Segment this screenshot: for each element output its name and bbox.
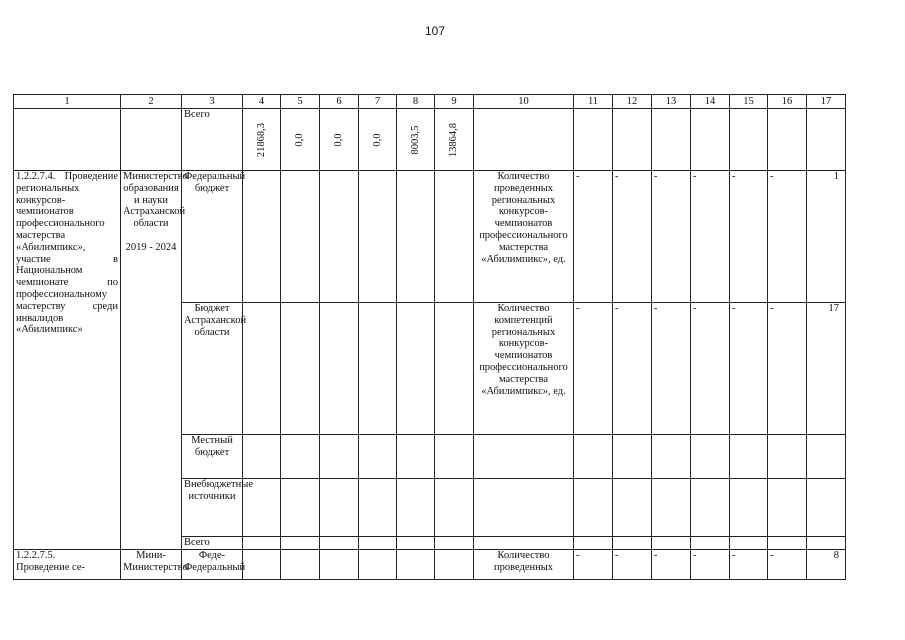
total-value-cell (397, 109, 435, 171)
year-cell: - (652, 171, 691, 303)
total-value: 0,0 (294, 132, 306, 147)
empty-cell (435, 435, 474, 479)
empty-cell (359, 171, 397, 303)
empty-cell (397, 171, 435, 303)
header-cell: 1 (14, 95, 121, 109)
empty-cell (397, 537, 435, 550)
year-cell: - (768, 303, 807, 435)
total-label: Всего (182, 109, 243, 171)
empty-cell (435, 303, 474, 435)
total-value-cell (281, 109, 320, 171)
total-value: 21868,3 (255, 122, 267, 157)
empty-cell (474, 479, 574, 537)
executor-5: Мини- Министерство (121, 550, 182, 580)
total-value: 0,0 (371, 132, 383, 147)
empty-cell (613, 479, 652, 537)
year-cell: - (691, 550, 730, 580)
empty-cell (320, 171, 359, 303)
total-value-cell (435, 109, 474, 171)
empty-cell (574, 479, 613, 537)
empty-cell (730, 109, 768, 171)
empty-cell (435, 537, 474, 550)
empty-cell (613, 537, 652, 550)
year-cell: - (768, 171, 807, 303)
total-value: 0,0 (333, 132, 345, 147)
year-cell: - (613, 171, 652, 303)
empty-cell (574, 435, 613, 479)
empty-cell (730, 479, 768, 537)
empty-cell (243, 171, 281, 303)
indicator-5: Количество проведенных (474, 550, 574, 580)
empty-cell (474, 109, 574, 171)
year-cell: - (574, 171, 613, 303)
year-cell: - (730, 550, 768, 580)
empty-cell (691, 479, 730, 537)
empty-cell (243, 435, 281, 479)
header-cell: 3 (182, 95, 243, 109)
activity-title-start-5: Проведение се- (16, 561, 85, 573)
year-cell: - (613, 303, 652, 435)
empty-cell (574, 537, 613, 550)
year-cell: - (730, 303, 768, 435)
activity-title: 1.2.2.7.4. Проведение региональных конкурсов-чемпионатов профессионального мастерства «Абилимпикс», участие в Национальном чемпионате по профессиональному мастерству среди инвалидов «Абилимпикс» (14, 171, 121, 550)
empty-cell (768, 479, 807, 537)
header-cell: 5 (281, 95, 320, 109)
empty-cell (121, 109, 182, 171)
empty-cell (397, 550, 435, 580)
header-cell: 8 (397, 95, 435, 109)
year-cell: - (768, 550, 807, 580)
source-local: Местный бюджет (182, 435, 243, 479)
empty-cell (397, 303, 435, 435)
period: 2019 - 2024 (125, 241, 177, 253)
empty-cell (397, 479, 435, 537)
source-extrabudget: Внебюджетные источники (182, 479, 243, 537)
row-federal (14, 171, 846, 303)
empty-cell (359, 537, 397, 550)
header-cell: 14 (691, 95, 730, 109)
source-total: Всего (182, 537, 243, 550)
header-cell: 10 (474, 95, 574, 109)
empty-cell (281, 171, 320, 303)
target-value: 1 (807, 171, 846, 303)
empty-cell (320, 435, 359, 479)
executor-cell (121, 171, 188, 550)
empty-cell (359, 435, 397, 479)
empty-cell (574, 109, 613, 171)
header-cell: 2 (121, 95, 182, 109)
empty-cell (281, 303, 320, 435)
empty-cell (397, 435, 435, 479)
empty-cell (474, 537, 574, 550)
activity-title-5 (14, 550, 121, 580)
total-value-cell (243, 109, 281, 171)
empty-cell (613, 435, 652, 479)
source-federal: Федеральный бюджет (182, 171, 243, 303)
empty-cell (281, 550, 320, 580)
empty-cell (807, 435, 846, 479)
empty-cell (807, 479, 846, 537)
empty-cell (807, 109, 846, 171)
total-value: 13864,8 (448, 122, 460, 157)
empty-cell (281, 435, 320, 479)
empty-cell (359, 550, 397, 580)
header-cell: 9 (435, 95, 474, 109)
activity-code-5: 1.2.2.7.5. (16, 550, 56, 561)
year-cell: - (691, 303, 730, 435)
empty-cell (320, 537, 359, 550)
target-value: 8 (807, 550, 846, 580)
empty-cell (320, 479, 359, 537)
source-regional: Бюджет Астраханской области (182, 303, 243, 435)
empty-cell (359, 479, 397, 537)
header-cell: 15 (730, 95, 768, 109)
empty-cell (691, 537, 730, 550)
empty-cell (320, 550, 359, 580)
total-row (14, 109, 846, 171)
row-item-5 (14, 550, 846, 580)
empty-cell (652, 479, 691, 537)
empty-cell (320, 303, 359, 435)
header-cell: 12 (613, 95, 652, 109)
empty-cell (243, 537, 281, 550)
header-cell: 4 (243, 95, 281, 109)
empty-cell (691, 109, 730, 171)
source-5: Феде- Федеральный (182, 550, 243, 580)
empty-cell (652, 537, 691, 550)
empty-cell (652, 109, 691, 171)
year-cell: - (574, 550, 613, 580)
total-value-cell (359, 109, 397, 171)
empty-cell (474, 435, 574, 479)
total-value: 8003,5 (409, 125, 421, 154)
page-number: 107 (424, 24, 446, 38)
year-cell: - (652, 550, 691, 580)
header-cell: 6 (320, 95, 359, 109)
year-cell: - (730, 171, 768, 303)
header-row (14, 95, 846, 109)
empty-cell (281, 479, 320, 537)
empty-cell (613, 109, 652, 171)
empty-cell (652, 435, 691, 479)
header-cell: 7 (359, 95, 397, 109)
empty-cell (281, 537, 320, 550)
empty-cell (14, 109, 121, 171)
year-cell: - (613, 550, 652, 580)
year-cell: - (574, 303, 613, 435)
header-cell: 13 (652, 95, 691, 109)
empty-cell (768, 537, 807, 550)
empty-cell (435, 171, 474, 303)
empty-cell (730, 435, 768, 479)
empty-cell (768, 109, 807, 171)
header-cell: 11 (574, 95, 613, 109)
total-value-cell (320, 109, 359, 171)
indicator-2: Количество компетенций региональных конкурсов-чемпионатов профессионального мастерства «Абилимпикс», ед. (474, 303, 574, 435)
empty-cell (243, 550, 281, 580)
year-cell: - (691, 171, 730, 303)
empty-cell (730, 537, 768, 550)
empty-cell (243, 303, 281, 435)
empty-cell (807, 537, 846, 550)
empty-cell (691, 435, 730, 479)
header-cell: 17 (807, 95, 846, 109)
empty-cell (435, 479, 474, 537)
empty-cell (359, 303, 397, 435)
program-table (13, 94, 846, 580)
indicator-1: Количество проведенных региональных конкурсов-чемпионатов профессионального мастерства «Абилимпикс», ед. (474, 171, 574, 303)
header-cell: 16 (768, 95, 807, 109)
target-value: 17 (807, 303, 846, 435)
executor: Министерство образования и науки Астраханской области (123, 171, 188, 230)
empty-cell (435, 550, 474, 580)
empty-cell (768, 435, 807, 479)
year-cell: - (652, 303, 691, 435)
